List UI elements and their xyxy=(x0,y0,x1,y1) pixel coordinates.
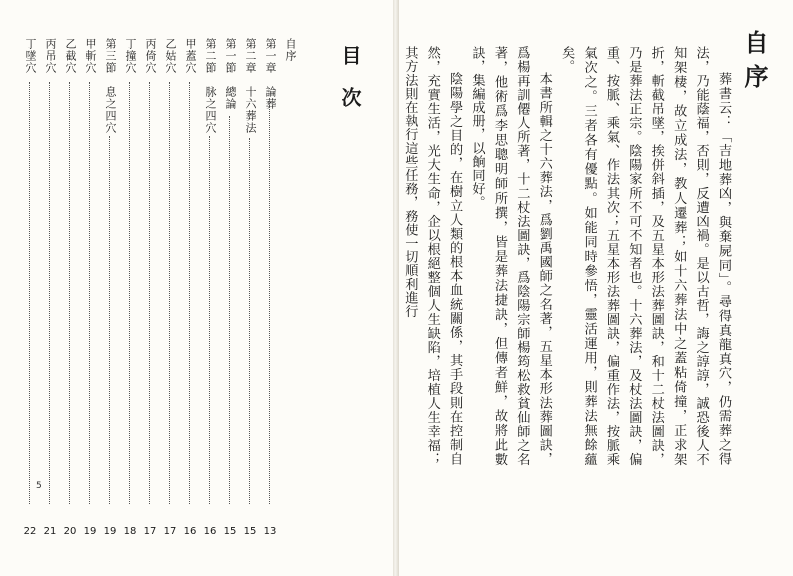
toc-dot-leader xyxy=(269,98,270,504)
toc-entry-label: 第三節 息之四穴 xyxy=(104,38,117,134)
toc-entry xyxy=(82,38,98,538)
toc-entry-page: 17 xyxy=(163,526,177,537)
toc-dot-leader xyxy=(29,82,30,504)
toc-dot-leader xyxy=(209,136,210,504)
toc-dot-leader xyxy=(109,136,110,504)
preface-body xyxy=(402,46,734,466)
toc-entry xyxy=(182,38,198,538)
toc-dot-leader xyxy=(49,82,50,504)
toc-dot-leader xyxy=(69,82,70,504)
preface-title: 自序 xyxy=(740,30,769,98)
toc-entry-page: 19 xyxy=(83,526,97,537)
toc-dot-leader xyxy=(249,138,250,504)
toc-entry xyxy=(202,38,218,538)
toc-entry xyxy=(282,38,298,538)
toc-entry-label: 乙截穴 xyxy=(64,38,77,74)
toc-entry-label: 第二章 十六葬法 xyxy=(244,38,257,134)
toc-entry-label: 丙吊穴 xyxy=(44,38,57,74)
toc-entry xyxy=(242,38,258,538)
toc-entry xyxy=(42,38,58,538)
toc-entry-page: 21 xyxy=(43,526,57,537)
toc-entry-label: 甲斬穴 xyxy=(84,38,97,74)
toc-list xyxy=(22,38,298,538)
preface-paragraph: 本書所輯之十六葬法，爲劉禹國師之名著，五星本形法葬圖訣，爲楊再訓僊人所著，十二杖法圖訣，爲陰陽宗師楊筠松救貧仙師之名著，他術爲李思聰明師所撰，皆是葬法捷訣，但傳者鮮，故將此數訣，集編成册，以餉同好。 xyxy=(469,46,552,466)
toc-entry-label: 丁撞穴 xyxy=(124,38,137,74)
toc-entry-page: 16 xyxy=(183,526,197,537)
toc-entry-page: 20 xyxy=(63,526,77,537)
toc-entry-label: 丙倚穴 xyxy=(144,38,157,74)
toc-entry xyxy=(262,38,278,538)
toc-entry xyxy=(22,38,38,538)
toc-entry xyxy=(62,38,78,538)
toc-dot-leader xyxy=(189,82,190,504)
toc-entry-page: 18 xyxy=(123,526,137,537)
preface-paragraph: 陰陽學之目的，在樹立人類的根本血統關係，其手段則在控制自然，充實生活，光大生命，企以根絕整個人生缺陷，培植人生幸福；其方法則在執行這些任務，務使一切順利進行 xyxy=(402,46,463,466)
toc-entry-label: 乙姑穴 xyxy=(164,38,177,74)
toc-entry xyxy=(122,38,138,538)
toc-entry-label: 甲蓋穴 xyxy=(184,38,197,74)
toc-dot-leader xyxy=(169,82,170,504)
toc-entry-label: 第一節 總論 xyxy=(224,38,237,110)
toc-entry-page: 22 xyxy=(23,526,37,537)
toc-entry-label: 第一章 論葬 xyxy=(264,38,277,110)
toc-entry xyxy=(222,38,238,538)
toc-entry-page: 15 xyxy=(223,526,237,537)
page-number: 5 xyxy=(36,481,42,491)
toc-dot-leader xyxy=(129,82,130,504)
toc-dot-leader xyxy=(149,82,150,504)
toc-entry-page: 16 xyxy=(203,526,217,537)
toc-dot-leader xyxy=(229,116,230,504)
toc-dot-leader xyxy=(89,82,90,504)
toc-entry-page: 15 xyxy=(243,526,257,537)
toc-entry xyxy=(142,38,158,538)
toc-entry-label: 第二節 脉之四穴 xyxy=(204,38,217,134)
toc-entry-page: 17 xyxy=(143,526,157,537)
toc-title: 目次 xyxy=(338,45,362,129)
toc-entry-label: 丁墜穴 xyxy=(24,38,37,74)
toc-entry-label: 自序 xyxy=(284,38,297,62)
toc-entry-page: 13 xyxy=(263,526,277,537)
toc-entry xyxy=(162,38,178,538)
toc-entry-page: 19 xyxy=(103,526,117,537)
toc-entry xyxy=(102,38,118,538)
preface-paragraph: 葬書云：「吉地葬凶，與棄屍同」。尋得真龍真穴，仍需葬之得法，乃能蔭福，否則，反遭凶禍。是以古哲，誨之諄諄，誠恐後人不知架棲，故立成法，教人遷葬；如十六葬法中之蓋粘倚撞，正求架折，斬截吊墜，挨併斜插，及五星本形法葬圖訣，和十二杖法圖訣，乃是葬法正宗。陰陽家所不可不知者也。十六葬法，及杖法圖訣，偏重、按脈、乘氣、作法其次；五星本形法葬圖訣，偏重作法，按脈乘氣次之。三者各有優點。如能同時參悟，靈活運用，則葬法無餘蘊矣。 xyxy=(559,46,731,466)
